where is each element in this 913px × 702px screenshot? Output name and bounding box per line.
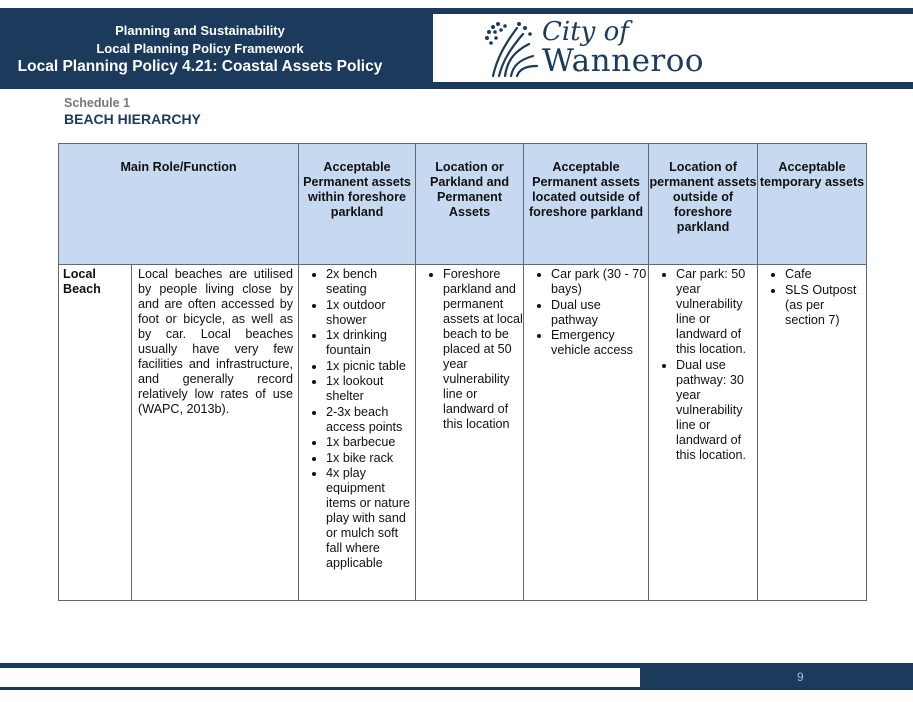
list-item: • Foreshore parkland and permanent assets at local beach to be placed at 50 year vulnerability line or landward of this location	[443, 267, 523, 432]
list-item: • 1x barbecue	[326, 435, 415, 450]
table-header-row	[59, 144, 867, 265]
framework-title: Local Planning Policy Framework	[96, 41, 304, 56]
list-item: • SLS Outpost (as per section 7)	[785, 283, 866, 328]
header-text-block	[0, 8, 433, 89]
row-description: Local beaches are utilised by people living close by and are often accessed by foot or bicycle, as well as by car. Local beaches usually have very few facilities and infrastructure, and generally record relatively low rates of use (WAPC, 2013b).	[132, 265, 299, 601]
assets-outside-list	[524, 267, 648, 358]
location-within-cell	[416, 265, 524, 601]
list-item: • Emergency vehicle access	[551, 328, 648, 358]
list-item: • Car park (30 - 70 bays)	[551, 267, 648, 297]
list-item: • Dual use pathway	[551, 298, 648, 328]
department-title: Planning and Sustainability	[115, 23, 285, 38]
list-item: • 4x play equipment items or nature play with sand or mulch soft fall where applicable	[326, 466, 415, 571]
schedule-label: Schedule 1	[64, 96, 130, 110]
location-outside-list	[649, 267, 757, 463]
assets-within-cell	[299, 265, 416, 601]
column-header: Main Role/Function	[59, 144, 299, 265]
location-within-list	[416, 267, 523, 432]
logo-name-text: Wanneroo	[542, 43, 705, 79]
list-item: • 1x drinking fountain	[326, 328, 415, 358]
list-item: • Car park: 50 year vulnerability line or landward of this location.	[676, 267, 757, 357]
beach-hierarchy-table	[58, 143, 867, 601]
temporary-assets-cell	[758, 265, 867, 601]
list-item: • Dual use pathway: 30 year vulnerability line or landward of this location.	[676, 358, 757, 463]
table-row	[59, 265, 867, 601]
list-item: • 1x lookout shelter	[326, 374, 415, 404]
column-header: Acceptable temporary assets	[758, 144, 867, 265]
list-item: • Cafe	[785, 267, 866, 282]
column-header: Acceptable Permanent assets located outside of foreshore parkland	[524, 144, 649, 265]
logo-city-text: City of	[542, 17, 629, 47]
column-header: Acceptable Permanent assets within foreshore parkland	[299, 144, 416, 265]
list-item: • 2-3x beach access points	[326, 405, 415, 435]
temporary-assets-list	[758, 267, 866, 328]
city-logo-emblem-icon	[483, 18, 539, 78]
page-number: 9	[797, 670, 804, 684]
assets-within-list	[299, 267, 415, 571]
footer-stripe	[0, 668, 640, 687]
column-header: Location or Parkland and Permanent Assets	[416, 144, 524, 265]
column-header: Location of permanent assets outside of foreshore parkland	[649, 144, 758, 265]
list-item: • 2x bench seating	[326, 267, 415, 297]
list-item: • 1x bike rack	[326, 451, 415, 466]
schedule-title: BEACH HIERARCHY	[64, 111, 201, 127]
row-label: Local Beach	[59, 265, 132, 601]
assets-outside-cell	[524, 265, 649, 601]
list-item: • 1x outdoor shower	[326, 298, 415, 328]
list-item: • 1x picnic table	[326, 359, 415, 374]
policy-title: Local Planning Policy 4.21: Coastal Assets Policy	[17, 58, 383, 75]
location-outside-cell	[649, 265, 758, 601]
